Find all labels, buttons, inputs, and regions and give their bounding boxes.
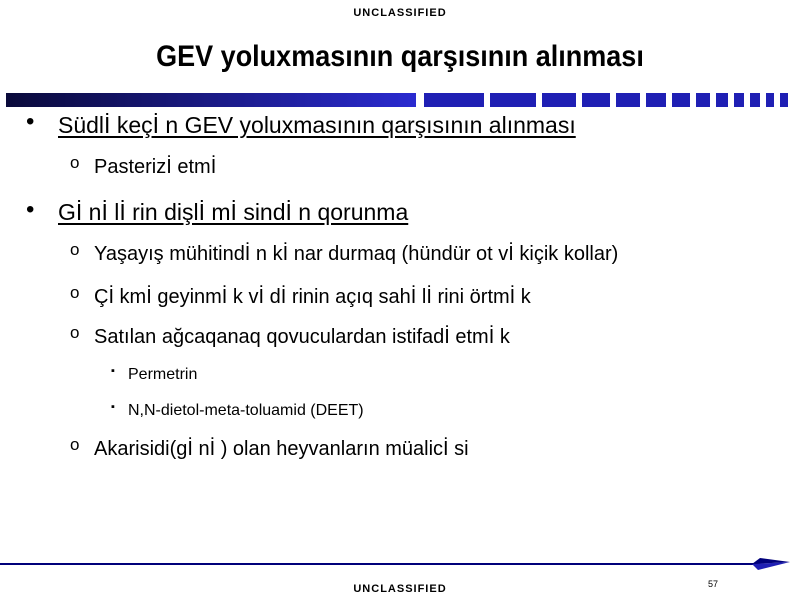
- footer-arrow-line: [0, 556, 800, 576]
- bullet-level3: ▪: [111, 365, 115, 377]
- classification-bottom: UNCLASSIFIED: [353, 583, 447, 595]
- bullet-item: Satılan ağcaqanaq qovuculardan istifadİ etmİ k: [94, 326, 510, 348]
- bullet-item: Akarisidi(gİ nİ ) olan heyvanların müalicİ si: [94, 438, 469, 460]
- bullet-item: Pasterizİ etmİ: [94, 156, 217, 178]
- bullet-item: N,N-dietol-meta-toluamid (DEET): [128, 402, 364, 419]
- bullet-item: Çİ kmİ geyinmİ k vİ dİ rinin açıq sahİ lİ rini örtmİ k: [94, 286, 531, 308]
- bullet-level2: o: [70, 153, 80, 172]
- slide-title: GEV yoluxmasının qarşısının alınması: [156, 40, 644, 73]
- bullet-item: Permetrin: [128, 366, 198, 383]
- bullet-item: Südlİ keçİ n GEV yoluxmasının qarşısının alınması: [58, 112, 576, 138]
- bullet-level2: o: [70, 283, 80, 302]
- page-number: 57: [708, 579, 719, 589]
- bullet-level2: o: [70, 323, 80, 342]
- bullet-item: Gİ nİ lİ rin dişlİ mİ sindİ n qorunma: [58, 199, 409, 225]
- bullet-level1: •: [26, 196, 35, 223]
- bullet-level1: •: [26, 108, 35, 135]
- bullet-item: Yaşayış mühitindİ n kİ nar durmaq (hündür ot vİ kiçik kollar): [94, 243, 619, 265]
- bullet-level2: o: [70, 240, 80, 259]
- classification-top: UNCLASSIFIED: [353, 7, 447, 19]
- bullet-level2: o: [70, 435, 80, 454]
- bullet-level3: ▪: [111, 401, 115, 413]
